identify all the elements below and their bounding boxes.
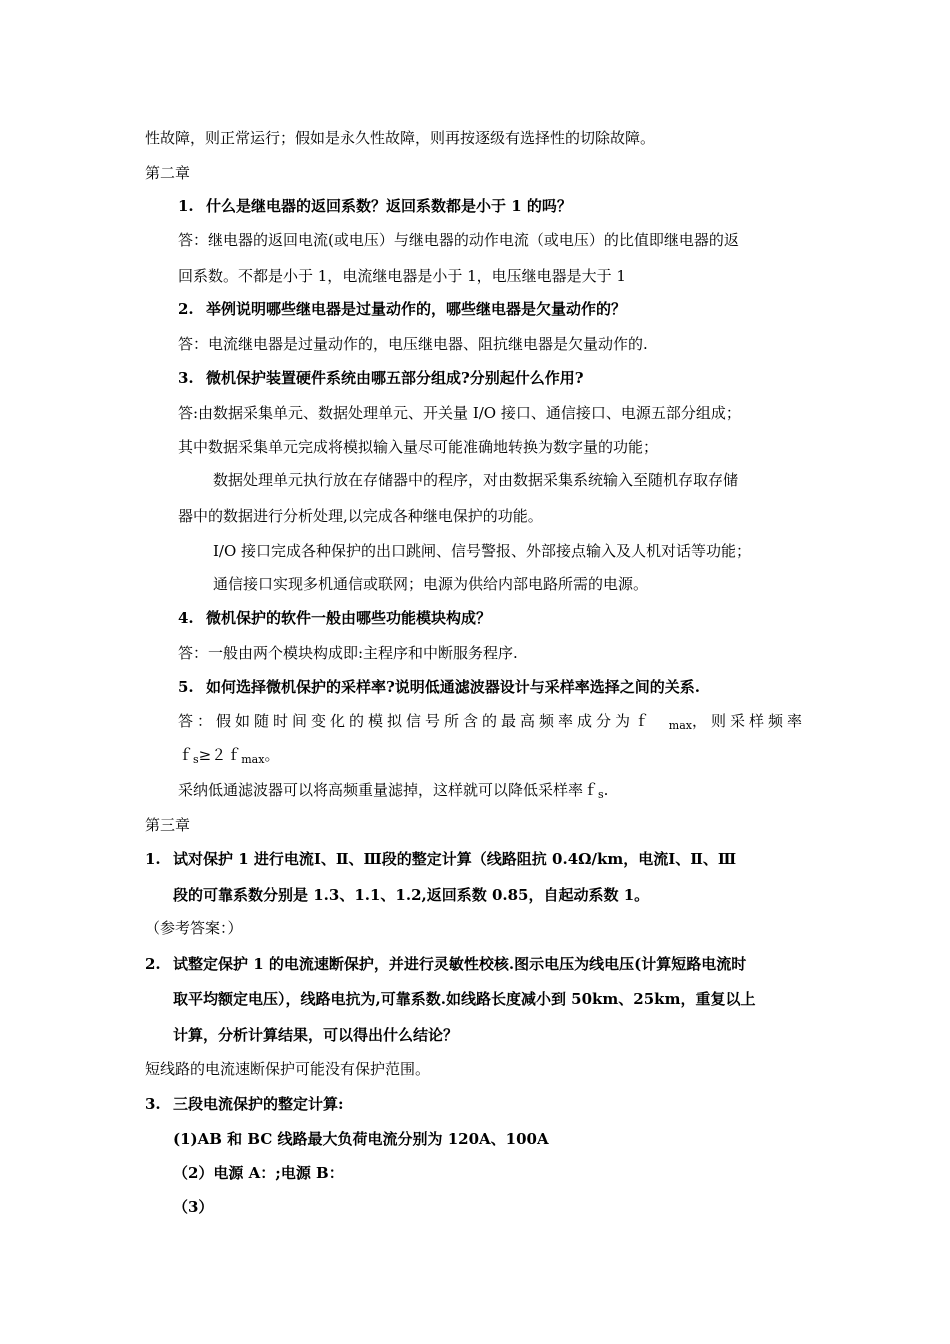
answer-4: 答：一般由两个模块构成即:主程序和中断服务程序.: [178, 644, 518, 662]
chapter-2-heading: 第二章: [145, 164, 191, 182]
answer-1-line-2: 回系数。不都是小于 1，电流继电器是小于 1，电压继电器是大于 1: [178, 267, 626, 285]
problem-number: 1.: [145, 850, 161, 868]
problem-text: 三段电流保护的整定计算:: [173, 1095, 344, 1113]
period: .: [603, 781, 609, 799]
question-2: [178, 299, 626, 319]
question-text: 什么是继电器的返回系数？返回系数都是小于 1 的吗？: [206, 197, 572, 215]
answer-3-line-2: 其中数据采集单元完成将模拟输入量尽可能准确地转换为数字量的功能；: [178, 438, 659, 456]
problem-2-line-1: [145, 954, 746, 974]
answer-3-line-5: I/O 接口完成各种保护的出口跳闸、信号警报、外部接点输入及人机对话等功能；: [213, 542, 752, 560]
answer-3-line-3: 数据处理单元执行放在存储器中的程序，对由数据采集系统输入至随机存取存储: [213, 471, 739, 489]
problem-3-item-2: （2）电源 A：;电源 B：: [173, 1164, 344, 1182]
problem-2-answer: 短线路的电流速断保护可能没有保护范围。: [145, 1060, 431, 1078]
problem-2-line-3: 计算，分析计算结果，可以得出什么结论？: [173, 1026, 459, 1044]
reference-answer: （参考答案：）: [145, 919, 243, 937]
answer-3-line-1: 答:由数据采集单元、数据处理单元、开关量 I/O 接口、通信接口、电源五部分组成；: [178, 404, 741, 422]
answer-3-line-4: 器中的数据进行分析处理,以完成各种继电保护的功能。: [178, 507, 543, 525]
period: 。: [264, 746, 280, 764]
chapter-3-heading: 第三章: [145, 816, 191, 834]
answer-5-line-2: [178, 745, 279, 770]
question-5: [178, 677, 700, 697]
problem-3: [145, 1094, 344, 1114]
problem-3-item-3: （3）: [173, 1198, 214, 1216]
question-number: 4.: [178, 609, 194, 627]
subscript-s: s: [193, 753, 199, 766]
problem-2-line-2: 取平均额定电压），线路电抗为,可靠系数.如线路长度减小到 50km、25km，重复以上: [173, 990, 756, 1008]
problem-3-item-1: (1)AB 和 BC 线路最大负荷电流分别为 120A、100A: [173, 1130, 549, 1148]
question-number: 1.: [178, 197, 194, 215]
answer-5-line-1: [178, 711, 806, 736]
subscript-max: max: [668, 719, 692, 732]
question-text: 微机保护装置硬件系统由哪五部分组成?分别起什么作用?: [206, 369, 584, 387]
answer-5-text-a: 答：假如随时间变化的模拟信号所含的最高频率成分为ｆ: [178, 712, 654, 730]
answer-5-text: 采纳低通滤波器可以将高频重量滤掉，这样就可以降低采样率ｆ: [178, 781, 599, 799]
answer-1-line-1: 答：继电器的返回电流(或电压）与继电器的动作电流（或电压）的比值即继电器的返: [178, 231, 739, 249]
question-text: 如何选择微机保护的采样率?说明低通滤波器设计与采样率选择之间的关系.: [206, 678, 701, 696]
question-number: 2.: [178, 300, 194, 318]
answer-5-line-3: [178, 780, 608, 805]
problem-number: 2.: [145, 955, 161, 973]
subscript-s: s: [598, 788, 604, 801]
problem-text: 试对保护 1 进行电流Ⅰ、Ⅱ、Ⅲ段的整定计算（线路阻抗 0.4Ω/km，电流Ⅰ、Ⅱ、Ⅲ: [173, 850, 737, 868]
fs-symbol: ｆ: [178, 746, 194, 764]
answer-2: 答：电流继电器是过量动作的，电压继电器、阻抗继电器是欠量动作的.: [178, 335, 648, 353]
problem-1-line-2: 段的可靠系数分别是 1.3、1.1、1.2,返回系数 0.85，自起动系数 1。: [173, 886, 650, 904]
question-number: 3.: [178, 369, 194, 387]
answer-5-text-b: ，则采样频率: [691, 712, 806, 730]
question-text: 举例说明哪些继电器是过量动作的，哪些继电器是欠量动作的？: [206, 300, 627, 318]
subscript-max: max: [241, 753, 265, 766]
question-1: [178, 196, 572, 216]
problem-1-line-1: [145, 849, 736, 869]
problem-text: 试整定保护 1 的电流速断保护，并进行灵敏性校核.图示电压为线电压(计算短路电流时: [173, 955, 747, 973]
answer-3-line-6: 通信接口实现多机通信或联网；电源为供给内部电路所需的电源。: [213, 575, 649, 593]
question-3: [178, 368, 584, 388]
problem-number: 3.: [145, 1095, 161, 1113]
question-text: 微机保护的软件一般由哪些功能模块构成？: [206, 609, 492, 627]
question-number: 5.: [178, 678, 194, 696]
inequality: ≥２ｆ: [198, 746, 242, 764]
question-4: [178, 608, 491, 628]
continued-paragraph: 性故障，则正常运行；假如是永久性故障，则再按逐级有选择性的切除故障。: [145, 129, 656, 147]
